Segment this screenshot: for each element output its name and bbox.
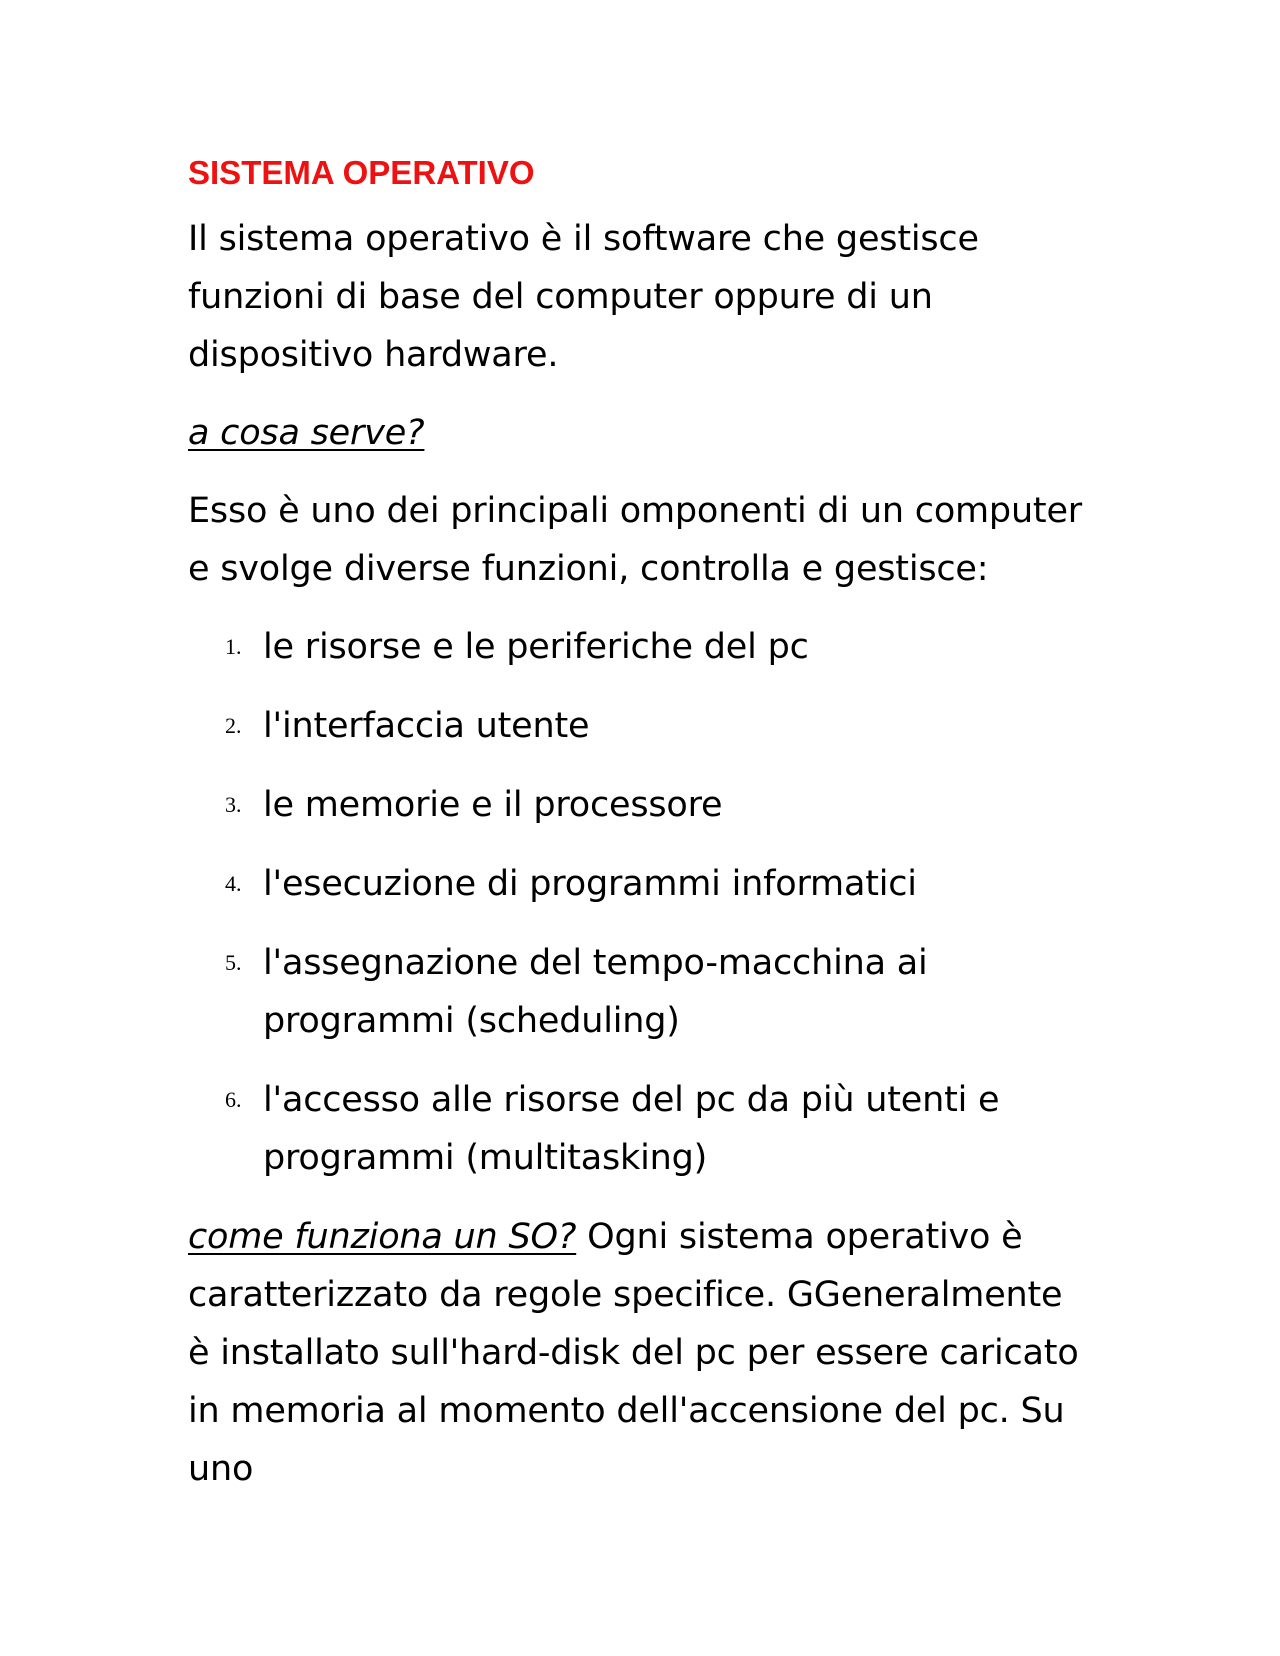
how-it-works-paragraph: [188, 1208, 1088, 1498]
list-item-text: l'assegnazione del tempo-macchina ai programmi (scheduling): [263, 943, 928, 1041]
list-item-number: 3.: [225, 792, 242, 817]
list-item: [188, 855, 1088, 913]
functions-paragraph: Esso è uno dei principali omponenti di un computer e svolge diverse funzioni, controlla e gestisce:: [188, 491, 1082, 589]
list-item-number: 5.: [225, 950, 242, 975]
document-title: SISTEMA OPERATIVO: [188, 154, 535, 191]
subheading-how-it-works: come funziona un SO?: [188, 1217, 577, 1257]
list-item: [188, 618, 1088, 676]
list-item: [188, 697, 1088, 755]
list-item-text: l'interfaccia utente: [263, 706, 590, 746]
subheading-purpose-text: a cosa serve?: [188, 413, 425, 453]
subheading-purpose: [188, 404, 1088, 462]
list-item-text: l'accesso alle risorse del pc da più utenti e programmi (multitasking): [263, 1080, 1000, 1178]
list-item-number: 2.: [225, 713, 242, 738]
intro-paragraph: Il sistema operativo è il software che gestisce funzioni di base del computer oppure di un dispositivo hardware.: [188, 219, 979, 375]
document-page: [188, 150, 1088, 1518]
list-item: [188, 1071, 1088, 1187]
list-item: [188, 934, 1088, 1050]
list-item: [188, 776, 1088, 834]
list-item-number: 4.: [225, 871, 242, 896]
list-item-text: le risorse e le periferiche del pc: [263, 627, 809, 667]
how-it-works-text: Ogni sistema operativo è caratterizzato da regole specifice. GGeneralmente è installato sull'hard-disk del pc per essere caricato in memoria al momento dell'accensione del pc. Su uno: [188, 1217, 1079, 1489]
list-item-text: l'esecuzione di programmi informatici: [263, 864, 917, 904]
list-item-number: 1.: [225, 634, 242, 659]
list-item-number: 6.: [225, 1087, 242, 1112]
list-item-text: le memorie e il processore: [263, 785, 723, 825]
functions-list: [188, 618, 1088, 1187]
